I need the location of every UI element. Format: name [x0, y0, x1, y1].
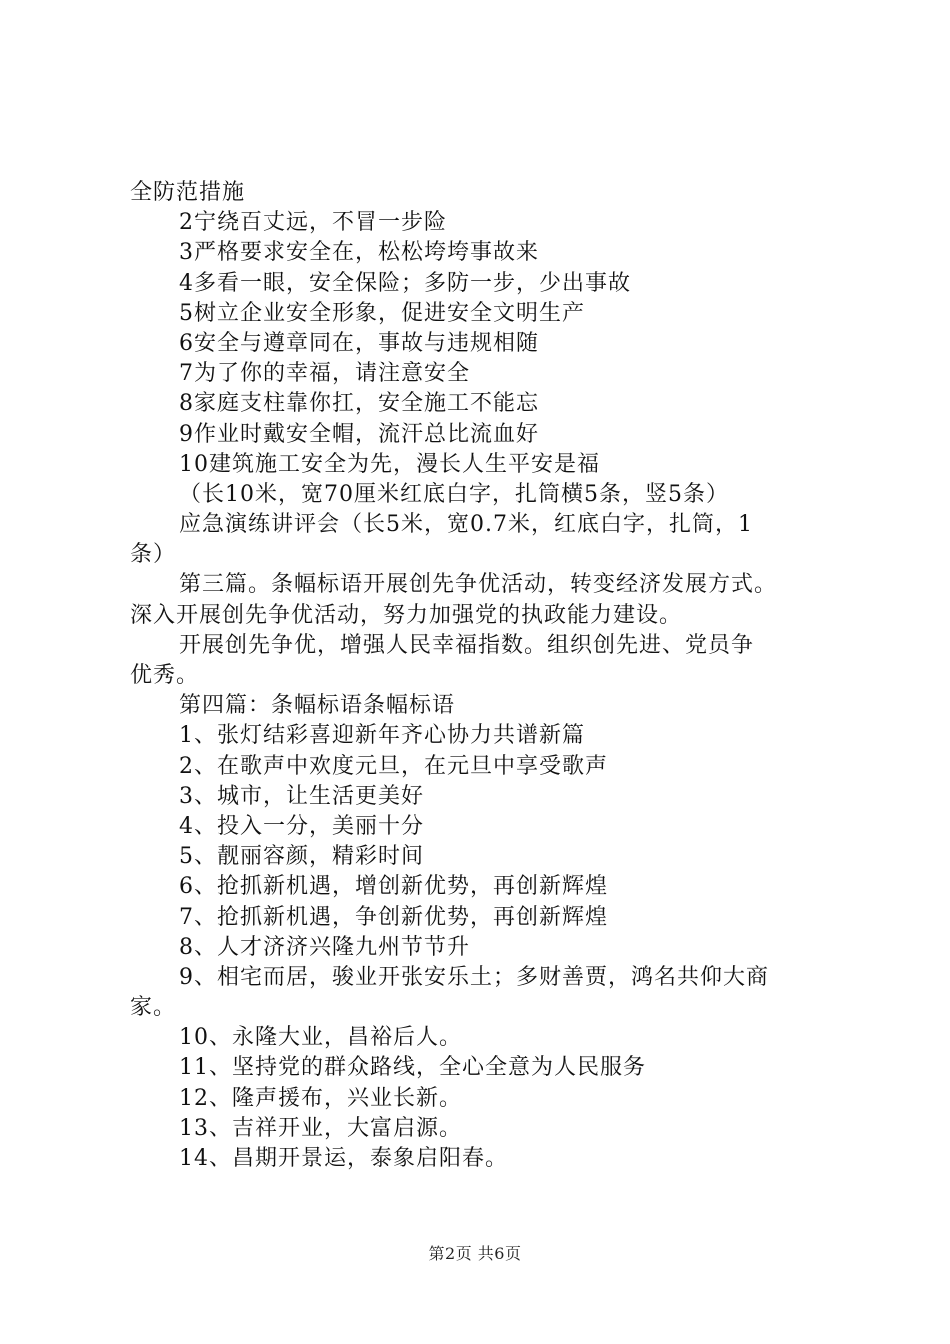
text-line: 6、抢抓新机遇，增创新优势，再创新辉煌 [179, 874, 608, 900]
text-line: 3严格要求安全在，松松垮垮事故来 [179, 240, 539, 266]
text-line: 5树立企业安全形象，促进安全文明生产 [179, 300, 585, 326]
text-line: 10、永隆大业，昌裕后人。 [179, 1025, 462, 1051]
text-line: 9、相宅而居，骏业开张安乐土；多财善贾，鸿名共仰大商 [179, 964, 769, 990]
text-line: 11、坚持党的群众路线，全心全意为人民服务 [179, 1055, 646, 1081]
text-line: 条） [130, 542, 177, 568]
text-line: （长10米，宽70厘米红底白字，扎筒横5条，竖5条） [179, 481, 729, 507]
text-line: 家。 [130, 995, 177, 1021]
text-line: 6安全与遵章同在，事故与违规相随 [179, 330, 539, 356]
text-line: 全防范措施 [130, 180, 246, 205]
text-line: 14、昌期开景运，泰象启阳春。 [179, 1146, 508, 1171]
text-line: 13、吉祥开业，大富启源。 [179, 1115, 462, 1141]
text-line: 8家庭支柱靠你扛，安全施工不能忘 [179, 391, 539, 417]
text-line: 10建筑施工安全为先，漫长人生平安是福 [179, 451, 600, 477]
text-line: 深入开展创先争优活动，努力加强党的执政能力建设。 [130, 602, 683, 628]
page-footer: 第2页 共6页 [428, 1244, 522, 1263]
text-line: 8、人才济济兴隆九州节节升 [179, 934, 470, 960]
text-line: 2宁绕百丈远，不冒一步险 [179, 210, 447, 236]
text-line: 优秀。 [130, 663, 200, 688]
text-line: 4、投入一分，美丽十分 [179, 813, 424, 839]
text-line: 7为了你的幸福，请注意安全 [179, 361, 470, 387]
text-line: 3、城市，让生活更美好 [179, 783, 424, 809]
text-line: 第三篇。条幅标语开展创先争优活动，转变经济发展方式。 [179, 572, 778, 598]
text-line: 开展创先争优，增强人民幸福指数。组织创先进、党员争 [179, 632, 755, 658]
text-line: 第四篇：条幅标语条幅标语 [179, 693, 456, 719]
text-line: 12、隆声援布，兴业长新。 [179, 1085, 462, 1111]
document-body [130, 178, 858, 1174]
text-line: 4多看一眼，安全保险；多防一步，少出事故 [179, 270, 631, 296]
text-line: 应急演练讲评会（长5米，宽0.7米，红底白字，扎筒，1 [179, 512, 753, 538]
text-line: 9作业时戴安全帽，流汗总比流血好 [179, 421, 539, 447]
text-line: 1、张灯结彩喜迎新年齐心协力共谱新篇 [179, 723, 585, 749]
text-line: 5、靓丽容颜，精彩时间 [179, 844, 424, 870]
text-line: 2、在歌声中欢度元旦，在元旦中享受歌声 [179, 753, 608, 779]
text-line: 7、抢抓新机遇，争创新优势，再创新辉煌 [179, 904, 608, 930]
